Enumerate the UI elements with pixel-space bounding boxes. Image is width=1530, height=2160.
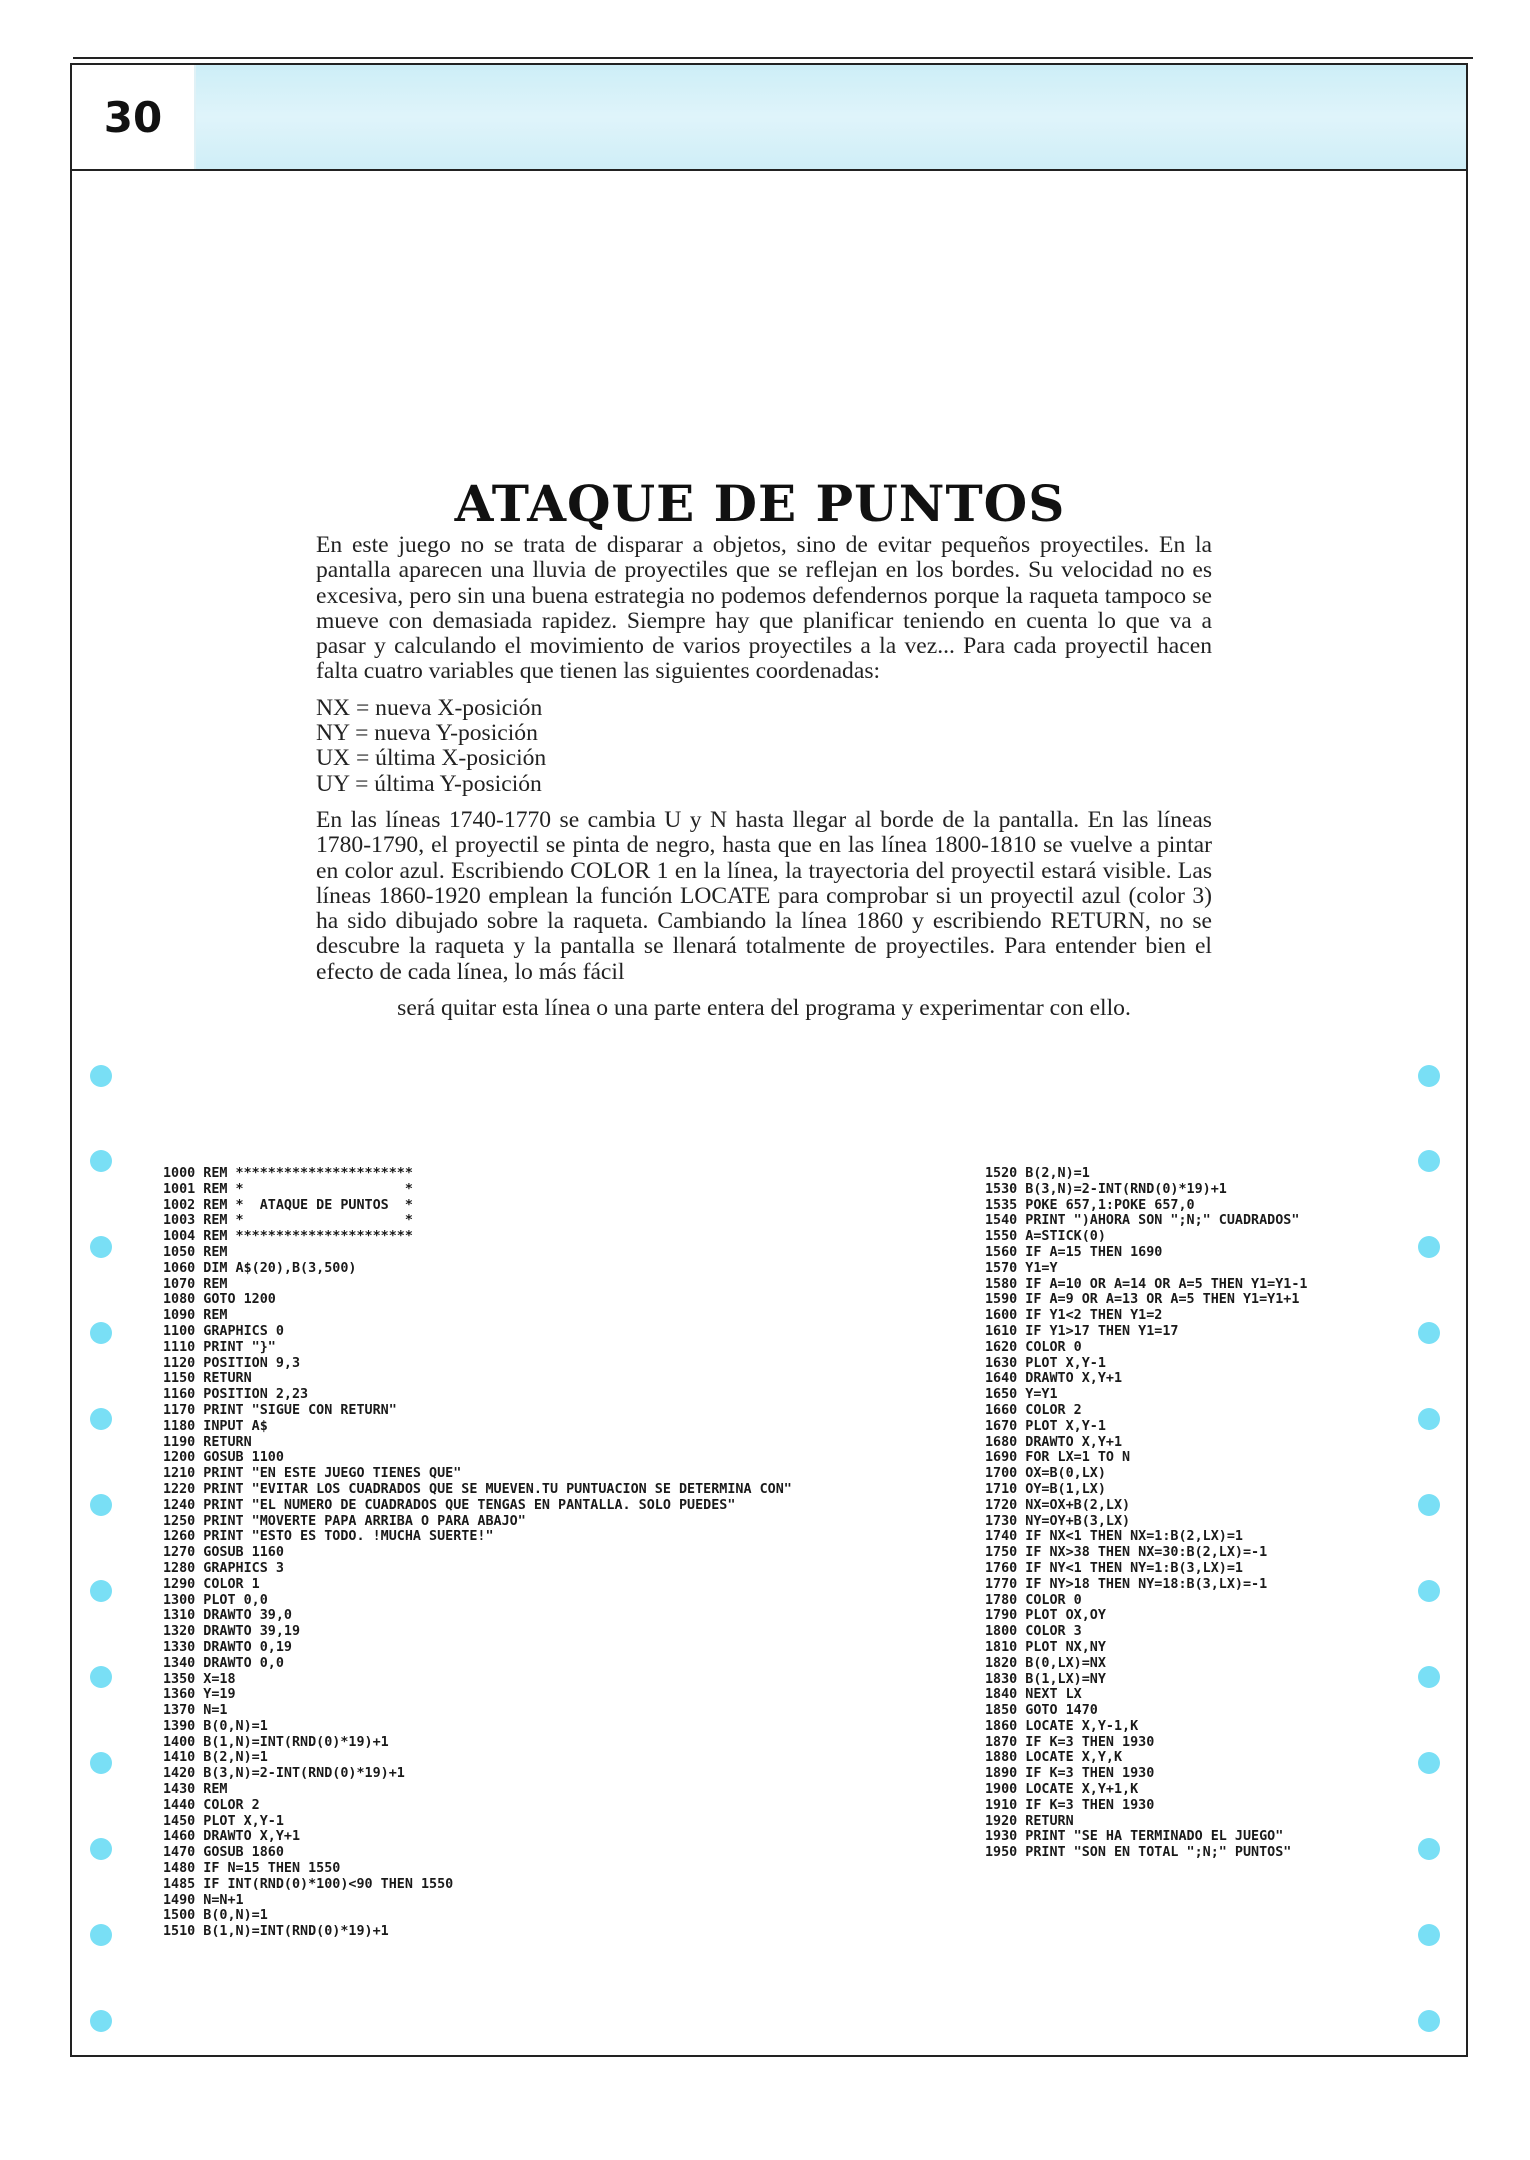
binder-dot-icon <box>90 1322 112 1344</box>
code-line: 1830 B(1,LX)=NY <box>985 1671 1106 1687</box>
code-line: 1500 B(0,N)=1 <box>163 1908 268 1924</box>
code-line: 1540 PRINT ")AHORA SON ";N;" CUADRADOS" <box>985 1213 1300 1229</box>
code-line: 1220 PRINT "EVITAR LOS CUADRADOS QUE SE MUEVEN.TU PUNTUACION SE DETERMINA CON" <box>163 1481 792 1497</box>
code-line: 1850 GOTO 1470 <box>985 1703 1098 1719</box>
code-line: 1890 IF K=3 THEN 1930 <box>985 1766 1155 1782</box>
header-band <box>72 65 1466 171</box>
code-line: 1610 IF Y1>17 THEN Y1=17 <box>985 1323 1179 1339</box>
code-line: 1710 OY=B(1,LX) <box>985 1481 1106 1497</box>
closing-line: será quitar esta línea o una parte entera del programa y experimentar con ello. <box>397 995 1131 1022</box>
code-line: 1240 PRINT "EL NUMERO DE CUADRADOS QUE TENGAS EN PANTALLA. SOLO PUEDES" <box>163 1497 736 1513</box>
binder-dot-icon <box>1418 1924 1440 1946</box>
code-line: 1640 DRAWTO X,Y+1 <box>985 1371 1123 1387</box>
code-line: 1920 RETURN <box>985 1813 1074 1829</box>
code-line: 1070 REM <box>163 1276 228 1292</box>
binder-dot-icon <box>1418 1408 1440 1430</box>
code-line: 1600 IF Y1<2 THEN Y1=2 <box>985 1308 1163 1324</box>
code-line: 1770 IF NY>18 THEN NY=18:B(3,LX)=-1 <box>985 1576 1268 1592</box>
code-line: 1270 GOSUB 1160 <box>163 1545 284 1561</box>
code-line: 1730 NY=OY+B(3,LX) <box>985 1513 1131 1529</box>
binder-dot-icon <box>90 1666 112 1688</box>
code-line: 1190 RETURN <box>163 1434 252 1450</box>
code-line: 1470 GOSUB 1860 <box>163 1845 284 1861</box>
binder-dot-icon <box>1418 1580 1440 1602</box>
code-line: 1780 COLOR 0 <box>985 1592 1082 1608</box>
code-line: 1790 PLOT OX,OY <box>985 1608 1106 1624</box>
code-line: 1520 B(2,N)=1 <box>985 1166 1090 1181</box>
code-line: 1510 B(1,N)=INT(RND(0)*19)+1 <box>163 1924 389 1940</box>
code-line: 1910 IF K=3 THEN 1930 <box>985 1797 1155 1813</box>
binder-dot-icon <box>1418 1322 1440 1344</box>
binder-dot-icon <box>90 1838 112 1860</box>
page-number: 30 <box>72 65 196 169</box>
code-line: 1390 B(0,N)=1 <box>163 1718 268 1734</box>
binder-dot-icon <box>90 1580 112 1602</box>
code-line: 1460 DRAWTO X,Y+1 <box>163 1829 301 1845</box>
code-line: 1535 POKE 657,1:POKE 657,0 <box>985 1197 1195 1213</box>
code-line: 1000 REM ********************** <box>163 1166 413 1181</box>
binder-dot-icon <box>1418 1236 1440 1258</box>
code-line: 1670 PLOT X,Y-1 <box>985 1418 1106 1434</box>
binder-dot-icon <box>1418 2010 1440 2032</box>
code-line: 1200 GOSUB 1100 <box>163 1450 284 1466</box>
variable-item: UX = última X-posición <box>316 745 547 772</box>
code-line: 1550 A=STICK(0) <box>985 1229 1106 1245</box>
code-line: 1410 B(2,N)=1 <box>163 1750 268 1766</box>
code-line: 1620 COLOR 0 <box>985 1339 1082 1355</box>
code-line: 1001 REM * * <box>163 1181 413 1197</box>
code-line: 1560 IF A=15 THEN 1690 <box>985 1244 1163 1260</box>
code-line: 1750 IF NX>38 THEN NX=30:B(2,LX)=-1 <box>985 1545 1268 1561</box>
code-line: 1900 LOCATE X,Y+1,K <box>985 1782 1139 1798</box>
code-listing-right <box>985 1166 1307 1861</box>
code-line: 1760 IF NY<1 THEN NY=1:B(3,LX)=1 <box>985 1560 1243 1576</box>
code-line: 1360 Y=19 <box>163 1687 236 1703</box>
binder-dot-icon <box>1418 1838 1440 1860</box>
code-line: 1290 COLOR 1 <box>163 1576 260 1592</box>
code-line: 1060 DIM A$(20),B(3,500) <box>163 1260 357 1276</box>
code-listing-left <box>163 1166 792 1940</box>
variable-item: NY = nueva Y-posición <box>316 720 538 747</box>
code-line: 1690 FOR LX=1 TO N <box>985 1450 1131 1466</box>
code-line: 1400 B(1,N)=INT(RND(0)*19)+1 <box>163 1734 389 1750</box>
variable-item: UY = última Y-posición <box>316 770 542 797</box>
code-line: 1570 Y1=Y <box>985 1260 1058 1276</box>
code-line: 1080 GOTO 1200 <box>163 1292 276 1308</box>
code-line: 1590 IF A=9 OR A=13 OR A=5 THEN Y1=Y1+1 <box>985 1292 1300 1308</box>
code-line: 1330 DRAWTO 0,19 <box>163 1639 292 1655</box>
code-line: 1250 PRINT "MOVERTE PAPA ARRIBA O PARA ABAJO" <box>163 1513 526 1529</box>
binder-dot-icon <box>1418 1666 1440 1688</box>
code-line: 1630 PLOT X,Y-1 <box>985 1355 1106 1371</box>
code-line: 1350 X=18 <box>163 1671 236 1687</box>
code-line: 1860 LOCATE X,Y-1,K <box>985 1718 1139 1734</box>
binder-dot-icon <box>90 1150 112 1172</box>
code-line: 1700 OX=B(0,LX) <box>985 1466 1106 1482</box>
binder-dot-icon <box>90 2010 112 2032</box>
code-line: 1110 PRINT "}" <box>163 1339 276 1355</box>
code-line: 1300 PLOT 0,0 <box>163 1592 268 1608</box>
code-line: 1880 LOCATE X,Y,K <box>985 1750 1123 1766</box>
code-line: 1100 GRAPHICS 0 <box>163 1323 284 1339</box>
top-rule <box>73 57 1473 59</box>
code-line: 1840 NEXT LX <box>985 1687 1082 1703</box>
code-line: 1485 IF INT(RND(0)*100)<90 THEN 1550 <box>163 1876 454 1892</box>
code-line: 1490 N=N+1 <box>163 1892 244 1908</box>
code-line: 1370 N=1 <box>163 1703 228 1719</box>
code-line: 1680 DRAWTO X,Y+1 <box>985 1434 1123 1450</box>
code-line: 1003 REM * * <box>163 1213 413 1229</box>
code-line: 1210 PRINT "EN ESTE JUEGO TIENES QUE" <box>163 1466 462 1482</box>
binder-dot-icon <box>90 1752 112 1774</box>
intro-paragraph: En este juego no se trata de disparar a objetos, sino de evitar pequeños proyectiles. En la pantalla aparecen una lluvia de proyectiles que se reflejan en los bordes. Su velocidad no es excesiva, pero sin una buena estrategia no podemos defendernos porque la raqueta tampoco se mueve con demasiada rapidez. Siempre hay que planificar teniendo en cuenta lo que va a pasar y calculando el movimiento de varios proyectiles a la vez... Para cada proyectil hacen falta cuatro variables que tienen las siguientes coordenadas: <box>316 532 1212 685</box>
code-line: 1050 REM <box>163 1244 228 1260</box>
code-line: 1180 INPUT A$ <box>163 1418 268 1434</box>
code-line: 1420 B(3,N)=2-INT(RND(0)*19)+1 <box>163 1766 405 1782</box>
code-line: 1650 Y=Y1 <box>985 1387 1058 1403</box>
code-line: 1870 IF K=3 THEN 1930 <box>985 1734 1155 1750</box>
code-line: 1430 REM <box>163 1782 228 1798</box>
code-line: 1340 DRAWTO 0,0 <box>163 1655 284 1671</box>
binder-dot-icon <box>90 1065 112 1087</box>
code-line: 1320 DRAWTO 39,19 <box>163 1624 301 1640</box>
binder-dot-icon <box>1418 1150 1440 1172</box>
code-line: 1740 IF NX<1 THEN NX=1:B(2,LX)=1 <box>985 1529 1243 1545</box>
binder-dot-icon <box>1418 1494 1440 1516</box>
code-line: 1720 NX=OX+B(2,LX) <box>985 1497 1131 1513</box>
code-line: 1170 PRINT "SIGUE CON RETURN" <box>163 1402 397 1418</box>
code-line: 1480 IF N=15 THEN 1550 <box>163 1861 341 1877</box>
code-line: 1004 REM ********************** <box>163 1229 413 1245</box>
explanation-paragraph: En las líneas 1740-1770 se cambia U y N hasta llegar al borde de la pantalla. En las líneas 1780-1790, el proyectil se pinta de negro, hasta que en las línea 1800-1810 se vuelve a pintar en color azul. Escribiendo COLOR 1 en la línea, la trayectoria del proyectil estará visible. Las líneas 1860-1920 emplean la función LOCATE para comprobar si un proyectil azul (color 3) ha sido dibujado sobre la raqueta. Cambiando la línea 1860 y escribiendo RETURN, no se descubre la raqueta y la pantalla se llenará totalmente de proyectiles. Para entender bien el efecto de cada línea, lo más fácil <box>316 806 1212 985</box>
binder-dot-icon <box>1418 1752 1440 1774</box>
code-line: 1930 PRINT "SE HA TERMINADO EL JUEGO" <box>985 1829 1284 1845</box>
binder-dot-icon <box>90 1408 112 1430</box>
code-line: 1660 COLOR 2 <box>985 1402 1082 1418</box>
variable-item: NX = nueva X-posición <box>316 694 543 721</box>
binder-dot-icon <box>90 1236 112 1258</box>
code-line: 1950 PRINT "SON EN TOTAL ";N;" PUNTOS" <box>985 1845 1292 1861</box>
code-line: 1580 IF A=10 OR A=14 OR A=5 THEN Y1=Y1-1 <box>985 1276 1308 1292</box>
code-line: 1310 DRAWTO 39,0 <box>163 1608 292 1624</box>
code-line: 1440 COLOR 2 <box>163 1797 260 1813</box>
code-line: 1090 REM <box>163 1308 228 1324</box>
code-line: 1450 PLOT X,Y-1 <box>163 1813 284 1829</box>
article-body <box>316 533 1212 1032</box>
code-line: 1002 REM * ATAQUE DE PUNTOS * <box>163 1197 413 1213</box>
binder-dot-icon <box>1418 1065 1440 1087</box>
code-line: 1150 RETURN <box>163 1371 252 1387</box>
code-line: 1160 POSITION 2,23 <box>163 1387 309 1403</box>
binder-dot-icon <box>90 1924 112 1946</box>
code-line: 1280 GRAPHICS 3 <box>163 1560 284 1576</box>
code-line: 1810 PLOT NX,NY <box>985 1639 1106 1655</box>
code-line: 1120 POSITION 9,3 <box>163 1355 301 1371</box>
binder-dot-icon <box>90 1494 112 1516</box>
code-line: 1820 B(0,LX)=NX <box>985 1655 1106 1671</box>
article-title: ATAQUE DE PUNTOS <box>454 473 1066 533</box>
code-line: 1260 PRINT "ESTO ES TODO. !MUCHA SUERTE!" <box>163 1529 494 1545</box>
code-line: 1800 COLOR 3 <box>985 1624 1082 1640</box>
code-line: 1530 B(3,N)=2-INT(RND(0)*19)+1 <box>985 1181 1227 1197</box>
variable-list <box>316 696 1212 797</box>
